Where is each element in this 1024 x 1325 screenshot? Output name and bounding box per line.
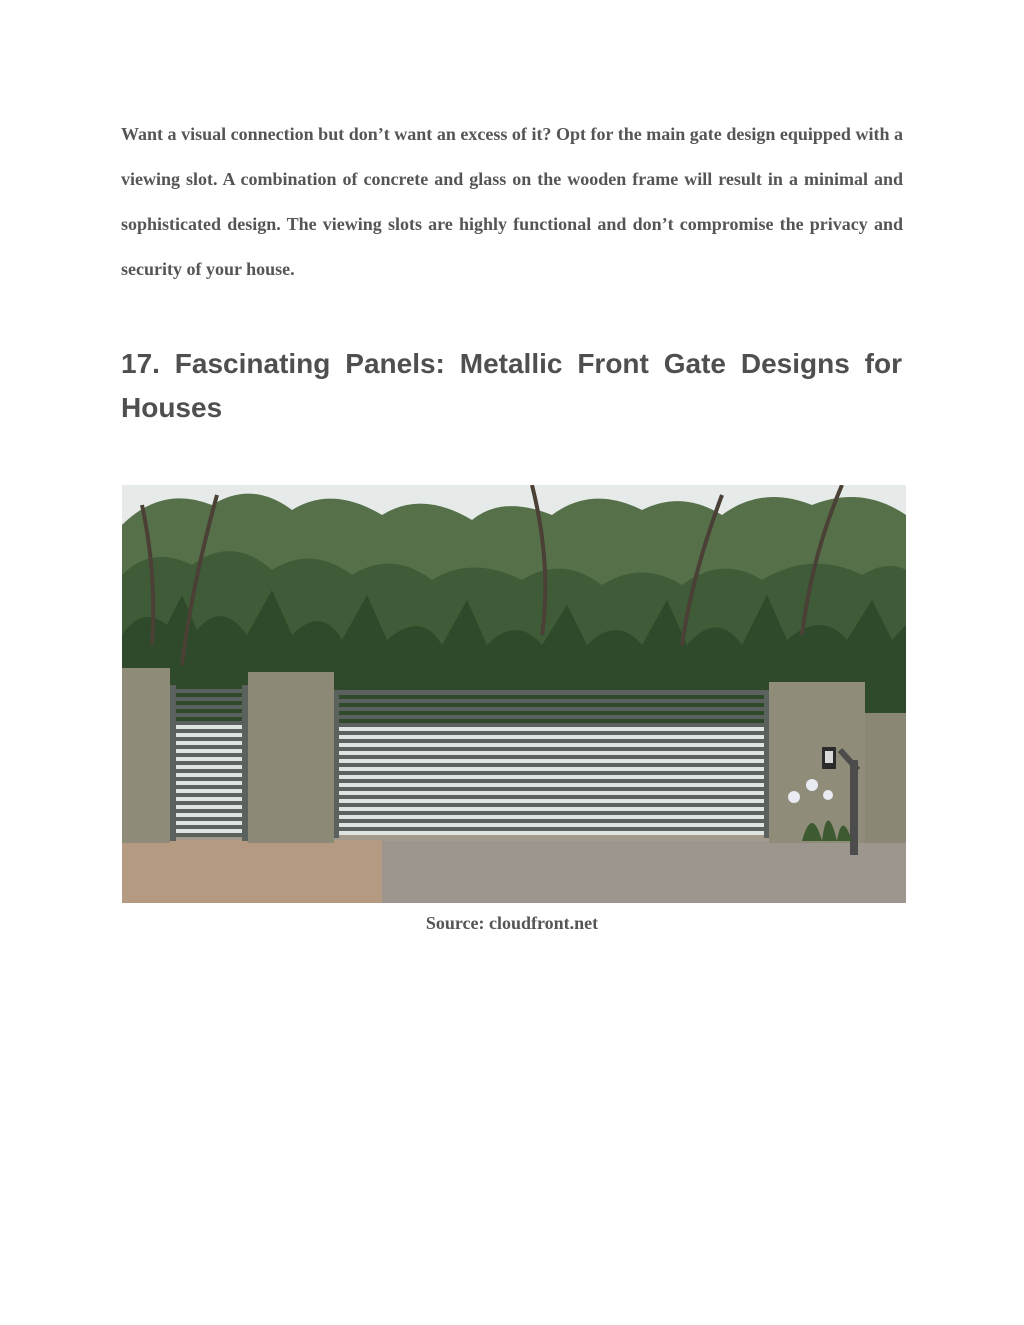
section-heading: 17. Fascinating Panels: Metallic Front Gate Designs for Houses (121, 348, 902, 423)
intro-paragraph: Want a visual connection but don’t want an excess of it? Opt for the main gate design equipped with a viewing slot. A combination of concrete and glass on the wooden frame will result in a minimal and sophisticated design. The viewing slots are highly functional and don’t compromise the privacy and security of your house. (121, 124, 903, 279)
gate-photo (122, 485, 906, 903)
image-caption: Source: cloudfront.net (425, 913, 599, 933)
gate-photo-illustration (122, 485, 906, 903)
